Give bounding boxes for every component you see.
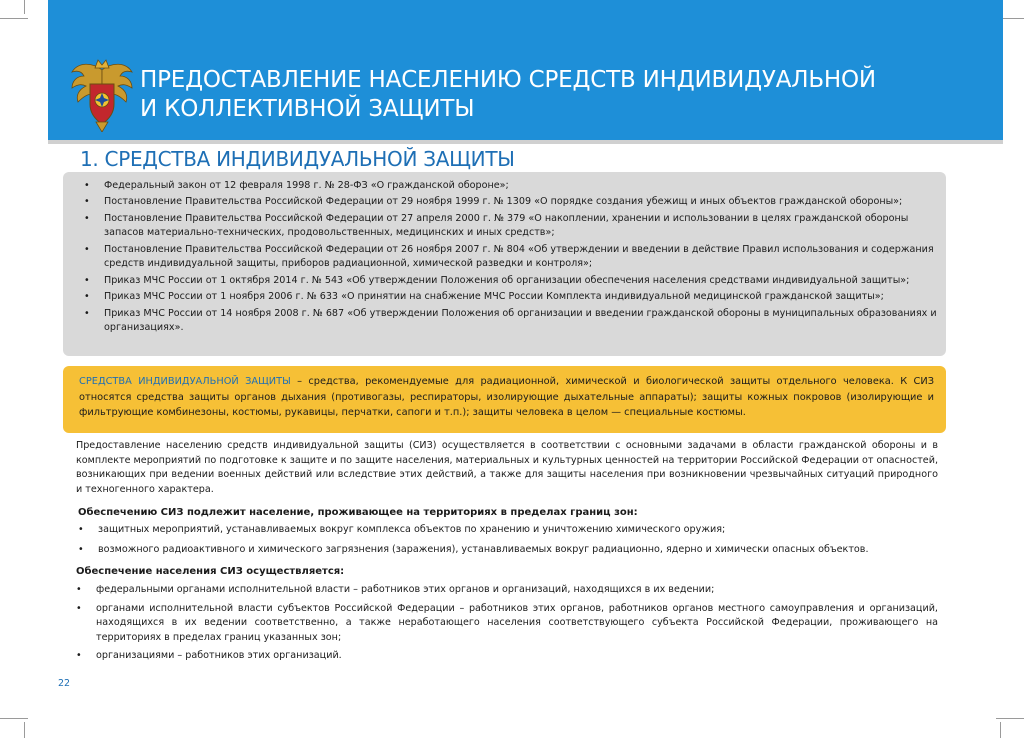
crop-mark — [996, 718, 1024, 719]
list-item — [84, 212, 939, 241]
list-item-text: защитных мероприятий, устанавливаемых вокруг комплекса объектов по хранению и уничтожению химического оружия; — [98, 524, 726, 535]
list-item — [78, 543, 938, 558]
page-title-line-2: И КОЛЛЕКТИВНОЙ ЗАЩИТЫ — [140, 96, 475, 122]
bullet: • — [84, 180, 90, 191]
bullet: • — [78, 524, 84, 535]
list-item-text: Приказ МЧС России от 1 октября 2014 г. № 543 «Об утверждении Положения об организации обеспечения населения средствами индивидуальной защиты»; — [104, 274, 910, 286]
legal-basis-list — [84, 179, 939, 338]
zones-heading: Обеспечению СИЗ подлежит население, проживающее на территориях в пределах границ зон: — [78, 507, 638, 518]
page-title — [140, 66, 960, 124]
emercom-emblem-icon — [70, 56, 134, 132]
list-item-text: организациями – работников этих организаций. — [96, 650, 342, 662]
bullet: • — [76, 650, 82, 662]
page-title-line-1: ПРЕДОСТАВЛЕНИЕ НАСЕЛЕНИЮ СРЕДСТВ ИНДИВИДУАЛЬНОЙ — [140, 67, 876, 93]
list-item — [84, 179, 939, 194]
provision-heading: Обеспечение населения СИЗ осуществляется: — [76, 566, 345, 577]
intro-paragraph: Предоставление населению средств индивидуальной защиты (СИЗ) осуществляется в соответствии с основными задачами в области гражданской обороны и в комплекте мероприятий по подготовке к защите и по защите населения, материальных и культурных ценностей на территории Российской Федерации от опасностей, возникающих при ведении военных действий или вследствие этих действий, а также для защиты населения при возникновении чрезвычайных ситуаций природного и техногенного характера. — [76, 440, 938, 495]
definition-text — [79, 374, 934, 421]
list-item — [84, 274, 939, 289]
list-item-text: федеральными органами исполнительной власти – работников этих органов и организаций, находящихся в их ведении; — [96, 584, 715, 595]
list-item — [84, 290, 939, 305]
list-item — [84, 307, 939, 336]
crop-mark — [0, 718, 28, 719]
list-item-text: Постановление Правительства Российской Федерации от 26 ноября 2007 г. № 804 «Об утверждении и введении в действие Правил использования и содержания средств индивидуальной защиты, приборов радиационной, химической разведки и контроля»; — [104, 243, 934, 270]
list-item-text: органами исполнительной власти субъектов Российской Федерации – работников этих органов, работников органов местного самоуправления и организаций, находящихся в их ведении соответственно, а также неработающего населения соответствующего субъекта Российской Федерации, проживающего на территориях в пределах границ указанных зон; — [96, 602, 938, 643]
bullet: • — [84, 291, 90, 303]
zones-list — [78, 523, 938, 557]
list-item-text: Постановление Правительства Российской Федерации от 27 апреля 2000 г. № 379 «О накоплении, хранении и использовании в целях гражданской обороны запасов материально-технических, продовольственных, медицинских и иных средств»; — [104, 212, 909, 239]
header-shadow — [48, 140, 1003, 144]
list-item — [76, 602, 938, 646]
crop-mark — [0, 18, 28, 19]
list-item — [76, 649, 938, 664]
provision-list — [76, 583, 938, 664]
crop-mark — [24, 722, 25, 738]
bullet: • — [84, 212, 90, 224]
bullet: • — [84, 307, 90, 319]
section-title: 1. СРЕДСТВА ИНДИВИДУАЛЬНОЙ ЗАЩИТЫ — [80, 147, 515, 171]
list-item-text: Приказ МЧС России от 1 ноября 2006 г. № 633 «О принятии на снабжение МЧС России Комплекта индивидуальной медицинской гражданской защиты»; — [104, 291, 884, 303]
list-item — [76, 583, 938, 598]
bullet: • — [84, 196, 90, 208]
bullet: • — [78, 543, 84, 555]
crop-mark — [1000, 722, 1001, 738]
list-item — [78, 523, 938, 538]
bullet: • — [84, 243, 90, 255]
bullet: • — [76, 602, 82, 614]
definition-body: – средства, рекомендуемые для радиационной, химической и биологической защиты отдельного человека. К СИЗ относятся средства защиты органов дыхания (противогазы, респираторы, изолирующие дыхательные аппараты); защиты кожных покровов (изолирующие и фильтрующие комбинезоны, костюмы, рукавицы, перчатки, сапоги и т.п.); защиты человека в целом — специальные костюмы. — [79, 376, 934, 418]
list-item-text: Постановление Правительства Российской Федерации от 29 ноября 1999 г. № 1309 «О порядке создания убежищ и иных объектов гражданской обороны»; — [104, 196, 903, 208]
list-item-text: Федеральный закон от 12 февраля 1998 г. № 28-ФЗ «О гражданской обороне»; — [104, 180, 509, 191]
list-item-text: возможного радиоактивного и химического загрязнения (заражения), устанавливаемых вокруг радиационно, ядерно и химически опасных объектов. — [98, 543, 869, 555]
list-item-text: Приказ МЧС России от 14 ноября 2008 г. № 687 «Об утверждении Положения об организации и введении гражданской обороны в муниципальных образованиях и организациях». — [104, 307, 937, 334]
bullet: • — [76, 584, 82, 595]
list-item — [84, 195, 939, 210]
list-item — [84, 243, 939, 272]
crop-mark — [24, 0, 25, 14]
page-number: 22 — [58, 678, 71, 689]
bullet: • — [84, 274, 90, 286]
definition-term: СРЕДСТВА ИНДИВИДУАЛЬНОЙ ЗАЩИТЫ — [79, 376, 291, 387]
